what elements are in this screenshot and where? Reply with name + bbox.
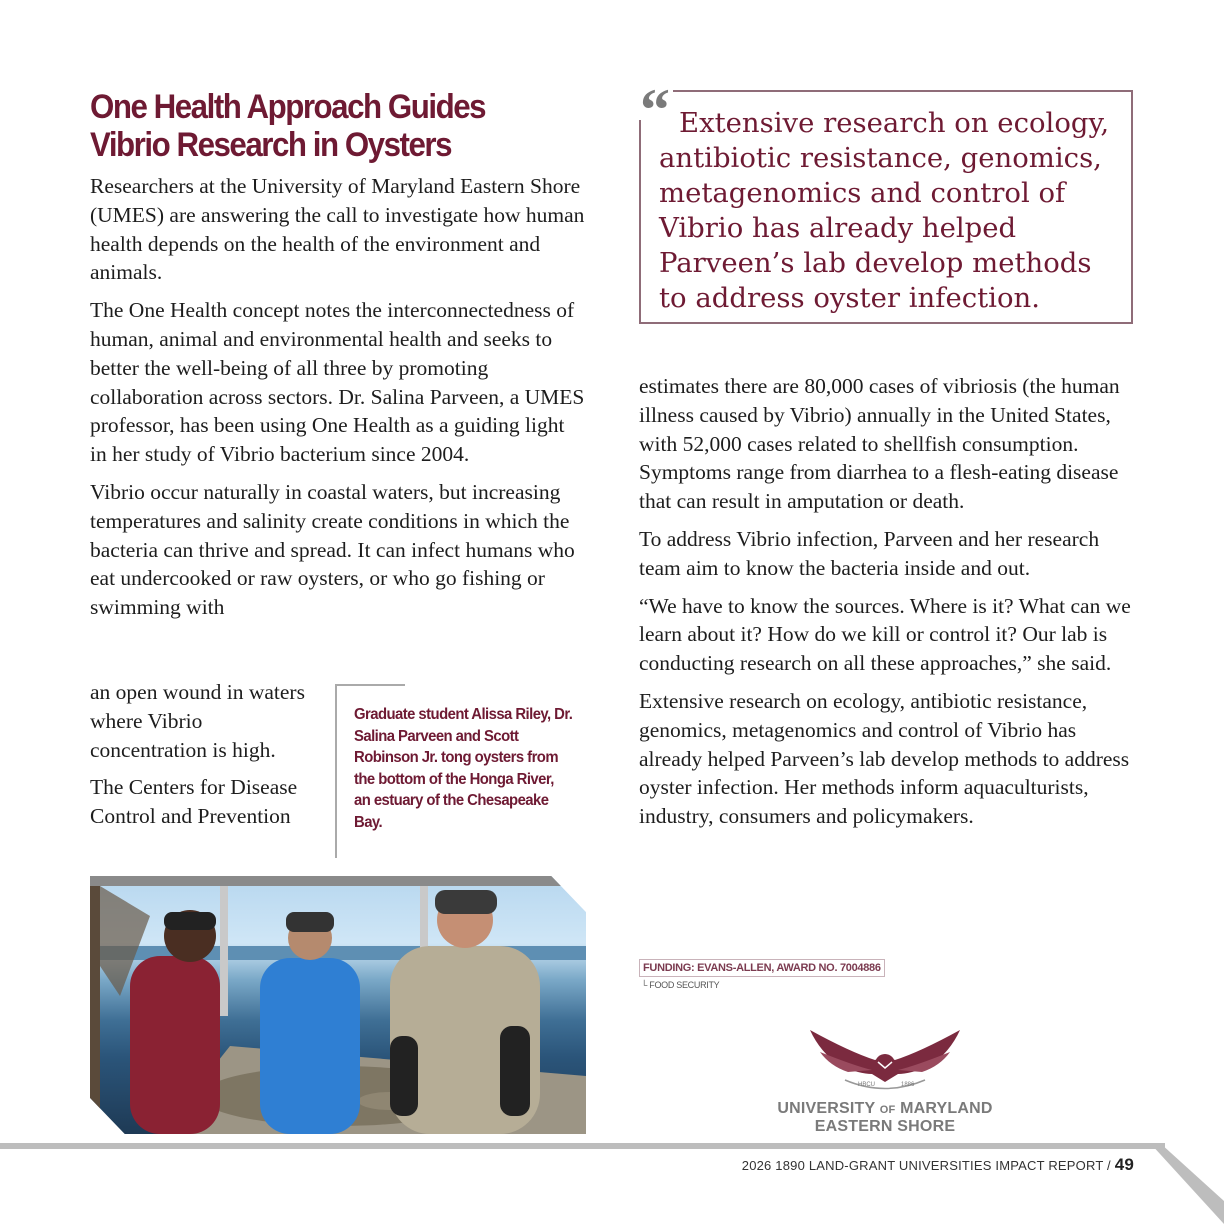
paragraph: The One Health concept notes the interconnectedness of human, animal and environmental health and seeks to better the well-being of all three by promoting collaboration across sectors. Dr. Salina Parveen, a UMES professor, has been using One Health as a guiding light in her study of Vibrio bacterium since 2004. bbox=[90, 298, 585, 467]
paragraph: To address Vibrio infection, Parveen and her research team aim to know the bacteria inside and out. bbox=[639, 526, 1100, 580]
right-column bbox=[639, 372, 1139, 840]
logo-word-of: OF bbox=[879, 1104, 896, 1116]
paragraph: Vibrio occur naturally in coastal waters, but increasing temperatures and salinity create conditions in which the bacteria can thrive and spread. It can infect humans who eat undercooked or raw oysters, or who go fishing or swimming with bbox=[90, 479, 575, 620]
pull-quote-text: Extensive research on ecology, antibiotic resistance, genomics, metagenomics and control of Vibrio has already helped Parveen’s lab develop methods to address oyster infection. bbox=[659, 107, 1110, 314]
left-column bbox=[90, 172, 586, 631]
pull-quote bbox=[639, 77, 1133, 324]
hawk-logo-icon bbox=[760, 1022, 1010, 1100]
logo-name-line-1 bbox=[760, 1100, 1010, 1118]
footer-rule bbox=[0, 1143, 1165, 1149]
logo-word-university: UNIVERSITY bbox=[777, 1100, 876, 1117]
footer-corner-shape bbox=[1150, 1143, 1224, 1224]
article-title: One Health Approach Guides Vibrio Research in Oysters bbox=[90, 88, 486, 164]
logo-word-maryland: MARYLAND bbox=[900, 1100, 993, 1117]
footer bbox=[742, 1155, 1134, 1176]
photo-illustration bbox=[90, 876, 586, 1134]
paragraph: Extensive research on ecology, antibiotic resistance, genomics, metagenomics and control of Vibrio has already helped Parveen’s lab develop methods to address oyster infection. Her methods inform aquaculturists, industry, consumers and policymakers. bbox=[639, 688, 1130, 829]
page-number: 49 bbox=[1114, 1155, 1134, 1174]
paragraph: Researchers at the University of Maryland Eastern Shore (UMES) are answering the call to investigate how human health depends on the health of the environment and animals. bbox=[90, 174, 585, 285]
logo-name-line-2: EASTERN SHORE bbox=[814, 1118, 956, 1135]
photo-caption: Graduate student Alissa Riley, Dr. Salina Parveen and Scott Robinson Jr. tong oysters from the bottom of the Honga River, an estuary of the Chesapeake Bay. bbox=[354, 706, 573, 831]
left-narrow-column bbox=[90, 678, 320, 840]
footer-separator: / bbox=[1103, 1158, 1115, 1173]
seal-right-text: 1886 bbox=[901, 1082, 915, 1088]
paragraph: The Centers for Disease Control and Prevention bbox=[90, 775, 298, 829]
oyster-research-photo bbox=[90, 876, 586, 1134]
quote-mark-icon: “ bbox=[637, 80, 673, 120]
funding-tag: └ FOOD SECURITY bbox=[641, 980, 720, 990]
umes-logo bbox=[760, 1022, 1010, 1138]
paragraph: “We have to know the sources. Where is it? What can we learn about it? How do we kill or control it? Our lab is conducting research on all these approaches,” she said. bbox=[639, 593, 1131, 676]
paragraph: estimates there are 80,000 cases of vibriosis (the human illness caused by Vibrio) annually in the United States, with 52,000 cases related to shellfish consumption. Symptoms range from diarrhea to a flesh-eating disease that can result in amputation or death. bbox=[639, 374, 1120, 514]
funding-label: FUNDING: EVANS-ALLEN, AWARD NO. 7004886 bbox=[639, 959, 885, 977]
seal-left-text: HBCU bbox=[858, 1082, 876, 1088]
footer-report-title: 2026 1890 LAND-GRANT UNIVERSITIES IMPACT REPORT bbox=[741, 1158, 1104, 1173]
paragraph: an open wound in waters where Vibrio concentration is high. bbox=[90, 680, 305, 762]
